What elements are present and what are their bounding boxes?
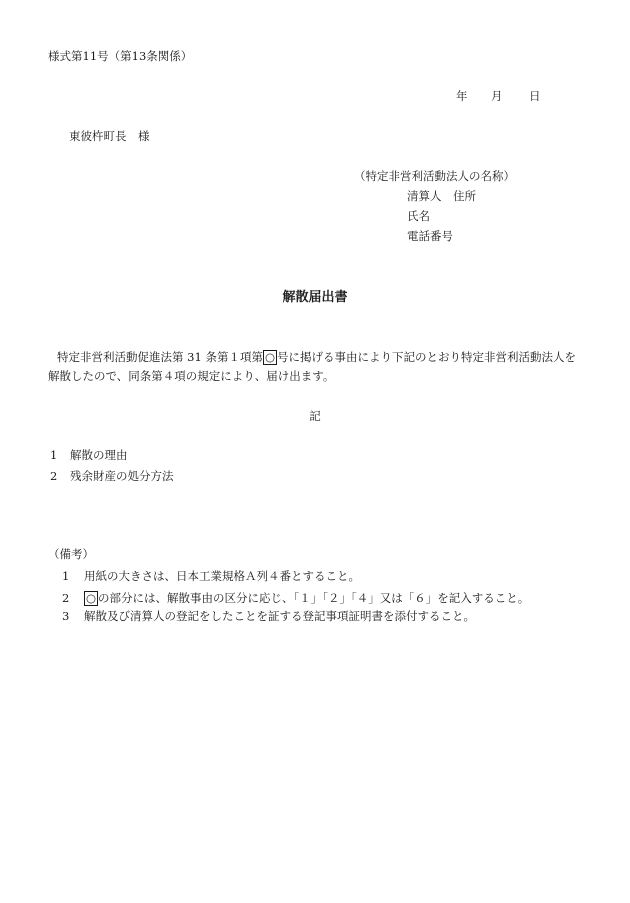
item-1-number: 1 xyxy=(50,448,58,462)
body-line-1 xyxy=(57,350,576,365)
body-line-1-suffix: 号に掲げる事由により下記のとおり特定非営利活動法人を xyxy=(277,350,576,364)
body-line-2: 解散したので、同条第４項の規定により、届け出ます。 xyxy=(48,369,335,383)
note-3 xyxy=(62,611,475,623)
item-1-text: 解散の理由 xyxy=(70,448,128,462)
form-number: 様式第11号（第13条関係） xyxy=(48,49,193,63)
body-line-1-prefix: 特定非営利活動促進法第 31 条第１項第 xyxy=(57,350,263,364)
note-2-number: 2 xyxy=(62,591,70,605)
ki-heading: 記 xyxy=(309,409,321,423)
note-2 xyxy=(62,591,529,606)
note-3-text: 解散及び清算人の登記をしたことを証する登記事項証明書を添付すること。 xyxy=(84,609,475,623)
item-2-text: 残余財産の処分方法 xyxy=(70,469,174,483)
note-1-text: 用紙の大きさは、日本工業規格Ａ列４番とすること。 xyxy=(84,569,360,583)
org-name-label: （特定非営利活動法人の名称） xyxy=(354,169,515,183)
liquidator-address-label: 清算人 住所 xyxy=(407,189,476,203)
note-2-text: の部分には、解散事由の区分に応じ、「１」「２」「４」又は「６」を記入すること。 xyxy=(98,591,530,605)
event-number-placeholder: ○ xyxy=(264,350,275,364)
note-1 xyxy=(62,571,360,583)
note-2-placeholder: ○ xyxy=(86,591,97,605)
date-month-label: 月 xyxy=(491,89,503,103)
document-title: 解散届出書 xyxy=(282,290,348,305)
date-line xyxy=(456,91,541,103)
item-1 xyxy=(50,450,128,462)
item-2 xyxy=(50,471,174,483)
date-year-label: 年 xyxy=(456,89,468,103)
date-day-label: 日 xyxy=(529,89,541,103)
note-1-number: 1 xyxy=(62,569,70,583)
note-3-number: 3 xyxy=(62,609,70,623)
phone-label: 電話番号 xyxy=(407,229,453,243)
recipient: 東彼杵町長 様 xyxy=(69,129,150,143)
notes-heading: （備考） xyxy=(48,547,94,561)
name-label: 氏名 xyxy=(407,209,430,223)
item-2-number: 2 xyxy=(50,469,58,483)
